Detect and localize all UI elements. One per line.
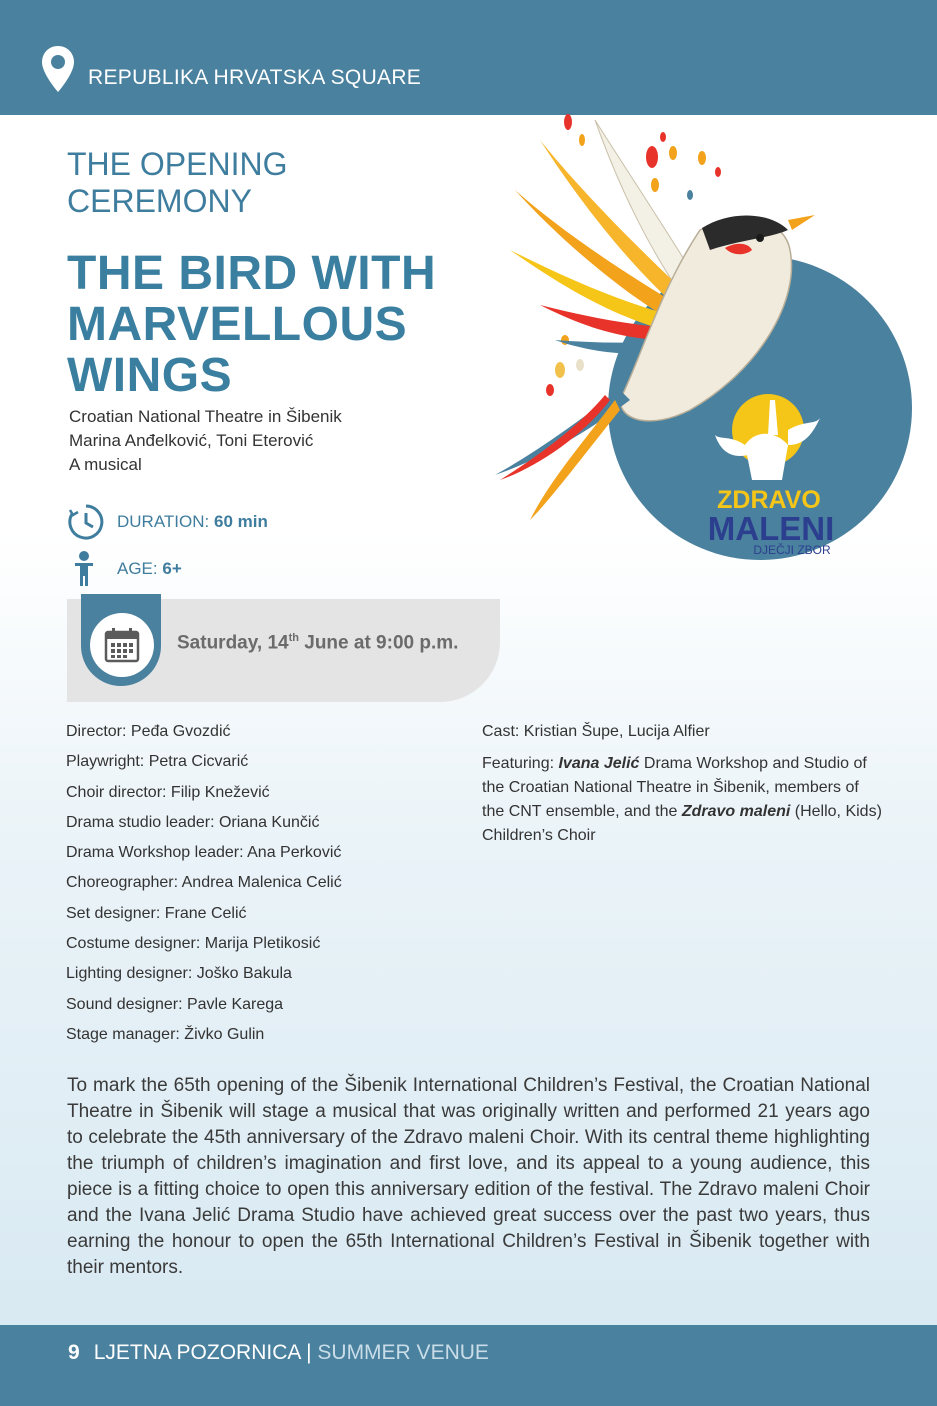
authors: Marina Anđelković, Toni Eterović xyxy=(69,431,314,450)
event-description: To mark the 65th opening of the Šibenik International Children’s Festival, the Croatian National Theatre in Šibenik will stage a musical that was originally written and performed 21 years ago to celebrate the 45th anniversary of the Zdravo maleni Choir. With its central theme highlighting the triumph of children’s imagination and first love, and its appeal to a young audience, this piece is a fitting choice to open this anniversary edition of the festival. The Zdravo maleni Choir and the Ivana Jelić Drama Studio have achieved great success over the past two years, thus earning the honour to open the 65th International Children’s Festival in Šibenik together with their mentors. xyxy=(67,1075,870,1278)
date-day: Saturday, 14 xyxy=(177,632,289,654)
event-date xyxy=(177,632,458,654)
venue-name: REPUBLIKA HRVATSKA SQUARE xyxy=(88,66,422,89)
location-pin-icon xyxy=(40,44,76,94)
age-value: 6+ xyxy=(162,559,182,578)
featuring-text xyxy=(482,752,882,848)
footer xyxy=(68,1341,489,1365)
event-category xyxy=(67,146,427,220)
category-line-1: THE OPENING xyxy=(67,146,288,182)
logo-line-2: MALENI xyxy=(707,510,835,547)
crew-item: Sound designer: Pavle Karega xyxy=(66,995,284,1013)
company: Croatian National Theatre in Šibenik xyxy=(69,407,342,426)
footer-venue-en: SUMMER VENUE xyxy=(317,1341,489,1364)
genre: A musical xyxy=(69,455,142,474)
duration-value: 60 min xyxy=(213,512,268,531)
crew-item: Lighting designer: Joško Bakula xyxy=(66,965,292,983)
title-line-1: THE BIRD WITH xyxy=(67,247,437,300)
show-title xyxy=(67,248,467,401)
logo-line-3: DJEČJI ZBOR xyxy=(753,543,831,557)
crew-item: Playwright: Petra Cicvarić xyxy=(66,753,249,771)
clock-icon xyxy=(67,503,105,541)
title-line-3: WINGS xyxy=(67,349,233,402)
crew-item: Choreographer: Andrea Malenica Celić xyxy=(66,874,342,892)
featuring-label: Featuring: xyxy=(482,755,559,772)
crew-item: Drama Workshop leader: Ana Perković xyxy=(66,844,342,862)
featuring-name: Ivana Jelić xyxy=(558,755,640,772)
crew-item: Stage manager: Živko Gulin xyxy=(66,1025,265,1043)
footer-bar xyxy=(0,1325,937,1406)
duration-label: DURATION: xyxy=(117,512,210,531)
footer-venue-hr: LJETNA POZORNICA xyxy=(93,1341,301,1364)
header-bar xyxy=(0,0,937,115)
category-line-2: CEREMONY xyxy=(67,183,252,219)
bird-illustration xyxy=(470,100,930,600)
age-label: AGE: xyxy=(117,559,158,578)
crew-item: Costume designer: Marija Pletikosić xyxy=(66,935,321,953)
cast-section xyxy=(482,720,882,848)
production-credits xyxy=(69,405,342,477)
duration-row xyxy=(67,503,268,541)
title-line-2: MARVELLOUS xyxy=(67,298,408,351)
featuring-choir: Zdravo maleni xyxy=(681,803,791,820)
crew-item: Set designer: Frane Celić xyxy=(66,904,247,922)
calendar-icon xyxy=(104,627,140,663)
bird-tail xyxy=(495,390,630,520)
crew-item: Choir director: Filip Knežević xyxy=(66,783,270,801)
crew-item: Director: Peđa Gvozdić xyxy=(66,723,231,740)
date-time: June at 9:00 p.m. xyxy=(298,632,459,654)
crew-list xyxy=(66,720,342,1053)
featuring-end: (Hello, Kids) Children’s Choir xyxy=(482,803,882,844)
featuring-mid: Drama Workshop and Studio of the Croatian National Theatre in Šibenik, members of the CNT ensemble, and the xyxy=(482,755,867,820)
logo-line-1: ZDRAVO xyxy=(717,486,821,514)
cast-line: Cast: Kristian Šupe, Lucija Alfier xyxy=(482,723,710,740)
crew-item: Drama studio leader: Oriana Kunčić xyxy=(66,813,320,831)
child-icon xyxy=(67,550,105,588)
date-ordinal: th xyxy=(288,632,299,644)
age-row xyxy=(67,550,182,588)
footer-separator: | xyxy=(306,1341,312,1364)
page-number: 9 xyxy=(68,1341,80,1364)
